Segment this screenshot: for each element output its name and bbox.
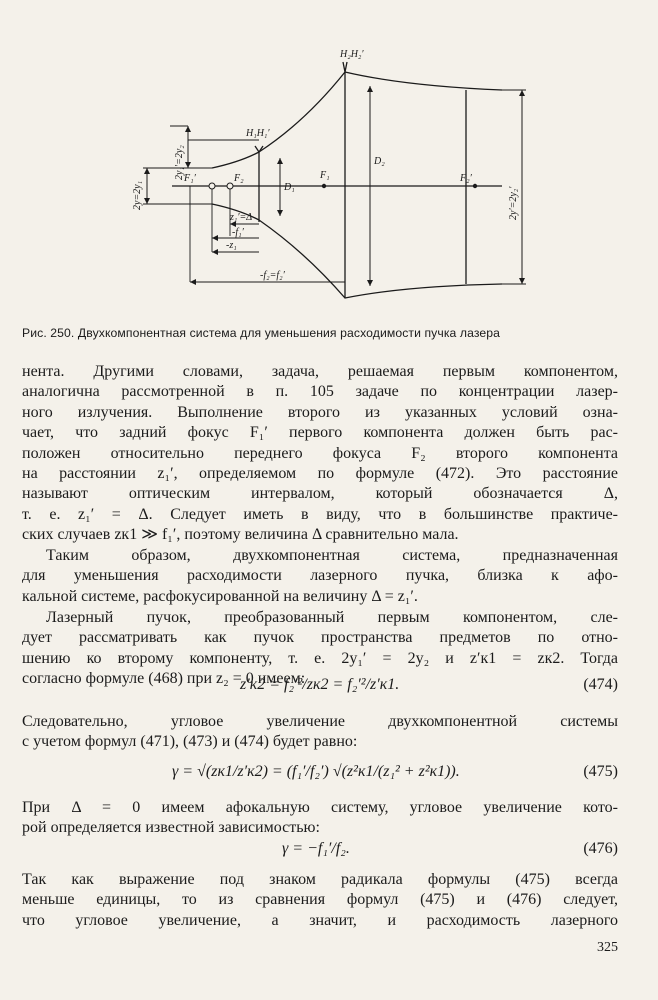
formula-expression: γ = −f₁′/f₂. bbox=[282, 840, 350, 857]
paragraph-6 bbox=[22, 870, 618, 931]
text-line: ских случаев zк1 ≫ f₁′, поэтому величина Δ сравнительно мала. bbox=[22, 526, 459, 544]
text-line: для уменьшения расходимости лазерного пучка, близка к афо- bbox=[22, 567, 618, 585]
page-number: 325 bbox=[597, 940, 618, 955]
label-mz1: -z₁ bbox=[226, 240, 237, 251]
text-line: положен относительно переднего фокуса F₂ второго компонента bbox=[22, 444, 618, 462]
text-line: чает, что задний фокус F₁′ первого компонента должен быть рас- bbox=[22, 424, 618, 442]
formula-475 bbox=[22, 763, 618, 791]
formula-expression: z′к2 = f₂′²/zк2 = f₂′²/z′к1. bbox=[240, 676, 400, 693]
label-d2: D₂ bbox=[374, 156, 385, 167]
text-line: на расстоянии z₁′, определяемом по формуле (472). Это расстояние bbox=[22, 464, 618, 482]
text-line: меньше единицы, то из сравнения формул (475) и (476) следует, bbox=[22, 891, 618, 909]
formula-474 bbox=[22, 676, 618, 704]
label-y2r: 2y′=2y₂′ bbox=[508, 186, 519, 220]
focus-f2p bbox=[473, 184, 477, 188]
text-line: Таким образом, двухкомпонентная система, предназначенная bbox=[46, 547, 618, 564]
text-line: что угловое увеличение, а значит, и расходимость лазерного bbox=[22, 911, 618, 929]
text-line: аналогична рассмотренной в п. 105 задаче по концентрации лазер- bbox=[22, 383, 618, 401]
text-line: рой определяется известной зависимостью: bbox=[22, 819, 320, 837]
label-mf1: -f₁′ bbox=[232, 227, 244, 238]
label-h2: H₂H₂′ bbox=[340, 49, 364, 60]
label-h1: H₁H₁′ bbox=[246, 128, 270, 139]
text-line: ного излучения. Выполнение второго из указанных условий озна- bbox=[22, 403, 618, 421]
text-line: шению ко второму компоненту, т. е. 2y₁′ = 2y₂ и z′к1 = zк2. Тогда bbox=[22, 649, 618, 667]
text-line: называют оптическим интервалом, который обозначается Δ, bbox=[22, 485, 618, 503]
formula-476 bbox=[22, 840, 618, 868]
formula-number: (475) bbox=[583, 763, 618, 780]
beam-lower bbox=[212, 204, 502, 298]
formula-expression: γ = √(zк1/z′к2) = (f₁′/f₂′) √(z²к1/(z₁² + z²к1)). bbox=[172, 763, 460, 780]
text-line: дует рассматривать как пучок пространства предметов по отно- bbox=[22, 629, 618, 647]
text-line: т. е. z₁′ = Δ. Следует иметь в виду, что в большинстве практиче- bbox=[22, 505, 618, 523]
text-line: При Δ = 0 имеем афокальную систему, угловое увеличение кото- bbox=[22, 799, 618, 816]
label-y2l: 2y₁′=2y₂ bbox=[174, 145, 185, 180]
label-f1: F₁ bbox=[320, 170, 330, 181]
formula-number: (474) bbox=[583, 676, 618, 693]
beam-upper bbox=[212, 72, 502, 168]
label-f1p: F₁′ bbox=[184, 173, 196, 184]
focus-f1p bbox=[209, 183, 215, 189]
text-line: нента. Другими словами, задача, решаемая первым компонентом, bbox=[22, 363, 618, 380]
text-line: кальной системе, расфокусированной на величину Δ = z₁′. bbox=[22, 587, 418, 605]
label-mf2: -f₂=f₂′ bbox=[260, 270, 285, 281]
label-delta: z₁′=Δ bbox=[230, 212, 253, 223]
text-line: с учетом формул (471), (473) и (474) будет равно: bbox=[22, 733, 358, 751]
figure-caption: Рис. 250. Двухкомпонентная система для уменьшения расходимости пучка лазера bbox=[22, 326, 501, 340]
text-line: Так как выражение под знаком радикала формулы (475) всегда bbox=[22, 871, 618, 888]
label-f2p: F₂′ bbox=[460, 173, 472, 184]
formula-number: (476) bbox=[583, 840, 618, 857]
text-line: согласно формуле (468) при z₂ = 0 имеем: bbox=[22, 670, 306, 688]
text-line: Следовательно, угловое увеличение двухкомпонентной системы bbox=[22, 713, 618, 730]
label-d1: D₁ bbox=[284, 182, 295, 193]
label-y1l: 2y=2y₁ bbox=[132, 180, 143, 210]
label-f2: F₂ bbox=[234, 173, 244, 184]
paragraph-5 bbox=[22, 798, 618, 839]
text-line: Лазерный пучок, преобразованный первым компонентом, сле- bbox=[46, 609, 618, 626]
paragraph-1 bbox=[22, 362, 618, 546]
optical-system-diagram bbox=[130, 40, 550, 315]
focus-f1 bbox=[322, 184, 326, 188]
focus-f2 bbox=[227, 183, 233, 189]
paragraph-2 bbox=[22, 546, 618, 607]
paragraph-4 bbox=[22, 712, 618, 753]
